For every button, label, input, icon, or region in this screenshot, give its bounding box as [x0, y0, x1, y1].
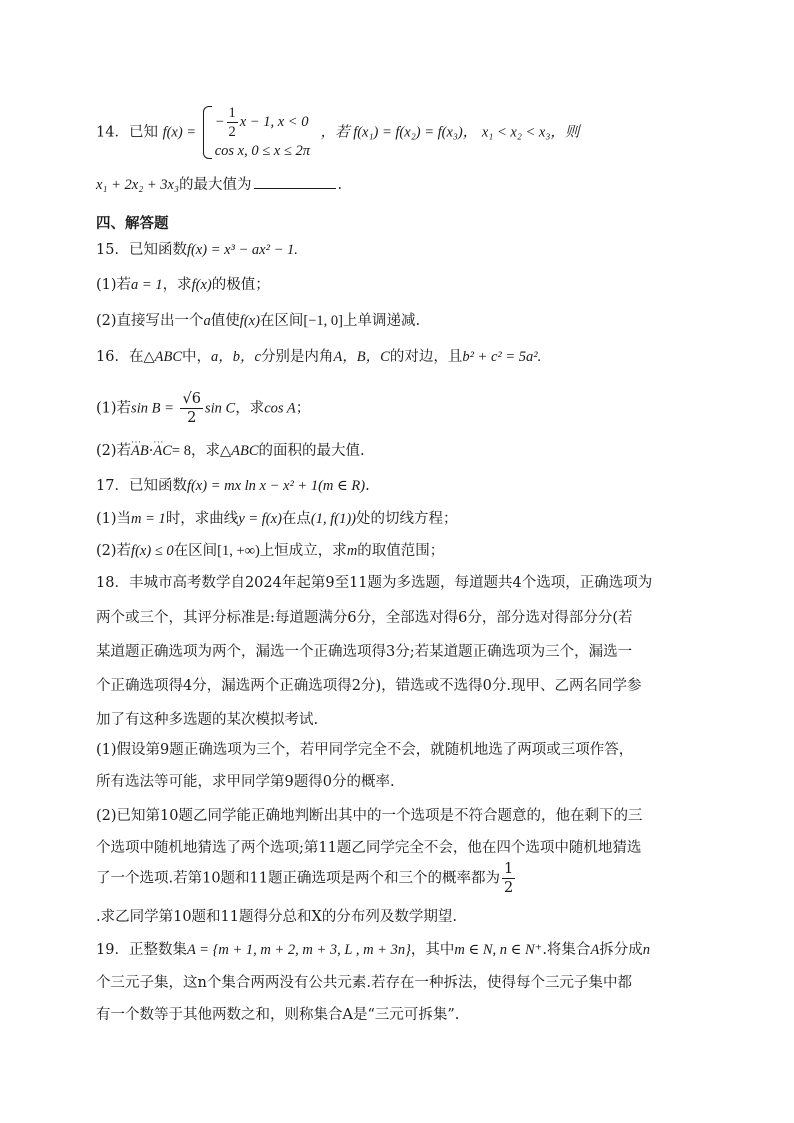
question-18-line-5: 加了有这种多选题的某次模拟考试. — [96, 712, 319, 728]
fraction-sqrt6-over-2: $\frac{√6}{2}$ — [182, 391, 201, 426]
question-18-line-3: 某道题正确选项为两个，漏选一个正确选项得3分;若某道题正确选项为三个，漏选一 — [96, 644, 633, 660]
question-18-line-9: 个选项中随机地猜选了两个选项;第11题乙同学完全不会，他在四个选项中随机地猜选 — [96, 840, 642, 856]
question-18-line-6: (1)假设第9题正确选项为三个，若甲同学完全不会，就随机地选了两项或三项作答， — [96, 742, 634, 758]
piecewise-function: − $\frac{1}{2}$ x − 1, x < 0 cos x, 0 ≤ x ≤ 2π — [203, 104, 310, 161]
question-19-line-3: 有一个数等于其他两数之和，则称集合A是“三元可拆集”. — [96, 1007, 460, 1023]
question-14-line-1: 14．已知 f(x) = − $\frac{1}{2}$ x − 1, x < 0 cos x, 0 ≤ x ≤ 2π ，若 f(x₁) = f(x₂) = f(x₃)， x₁ < x₂ < x₃，则 — [96, 105, 580, 159]
question-19-line-2: 个三元子集，这n个集合两两没有公共元素.若存在一种拆法，使得每个三元子集中都 — [96, 975, 632, 991]
fraction-one-half: $\frac{1}{2}$ — [228, 105, 236, 140]
question-15-part-2: (2)直接写出一个a值使f(x)在区间[−1, 0]上单调递减. — [96, 313, 421, 329]
question-14-line-2: x₁ + 2x₂ + 3x₃的最大值为 . — [96, 174, 342, 196]
question-17-part-2: (2)若f(x) ≤ 0在区间[1, +∞)上恒成立，求m的取值范围； — [96, 543, 445, 559]
question-18-line-4: 个正确选项得4分，漏选两个正确选项得2分)，错选或不选得0分.现甲、乙两名同学参 — [96, 678, 642, 694]
answer-blank[interactable] — [254, 174, 336, 189]
question-18-line-2: 两个或三个，其评分标准是:每道题满分6分，全部选对得6分，部分选对得部分分(若 — [96, 610, 633, 626]
question-16-part-2: (2)若··· AB···· AC= 8，求△ABC的面积的最大值. — [96, 440, 365, 462]
question-15-part-1: (1)若a = 1，求f(x)的极值； — [96, 277, 270, 293]
question-17-part-1: (1)当m = 1时，求曲线y = f(x)在点(1, f(1))处的切线方程； — [96, 511, 458, 527]
question-15-stem: 15．已知函数f(x) = x³ − ax² − 1. — [96, 242, 298, 258]
question-19-line-1: 19．正整数集A = {m + 1, m + 2, m + 3, L , m + 3n}，其中m ∈ N, n ∈ N⁺.将集合A拆分成n — [96, 942, 651, 958]
question-18-line-11: .求乙同学第10题和11题得分总和X的分布列及数学期望. — [96, 909, 457, 925]
vector-ac: ··· AC — [153, 440, 172, 462]
question-17-stem: 17．已知函数f(x) = mx ln x − x² + 1(m ∈ R). — [96, 478, 370, 494]
sqrt-icon: √ — [182, 391, 192, 407]
question-16-stem: 16．在△ABC中，a，b，c分别是内角A，B，C的对边，且b² + c² = 5a². — [96, 349, 542, 365]
vector-ab: ··· AB — [131, 440, 149, 462]
fraction-one-half: $\frac{1}{2}$ — [504, 861, 514, 896]
question-18-line-8: (2)已知第10题乙同学能正确地判断出其中的一个选项是不符合题意的，他在剩下的三 — [96, 808, 643, 824]
question-18-line-10: 了一个选项.若第10题和11题正确选项是两个和三个的概率都为 $\frac{1}{2}$ — [96, 861, 514, 896]
question-18-line-7: 所有选法等可能，求甲同学第9题得0分的概率. — [96, 774, 395, 790]
section-heading: 四、解答题 — [96, 216, 169, 232]
question-16-part-1: (1)若sin B = $\frac{√6}{2}$ sin C，求cos A； — [96, 391, 311, 426]
question-18-line-1: 18．丰城市高考数学自2024年起第9至11题为多选题，每道题共4个选项，正确选项为 — [96, 575, 653, 591]
